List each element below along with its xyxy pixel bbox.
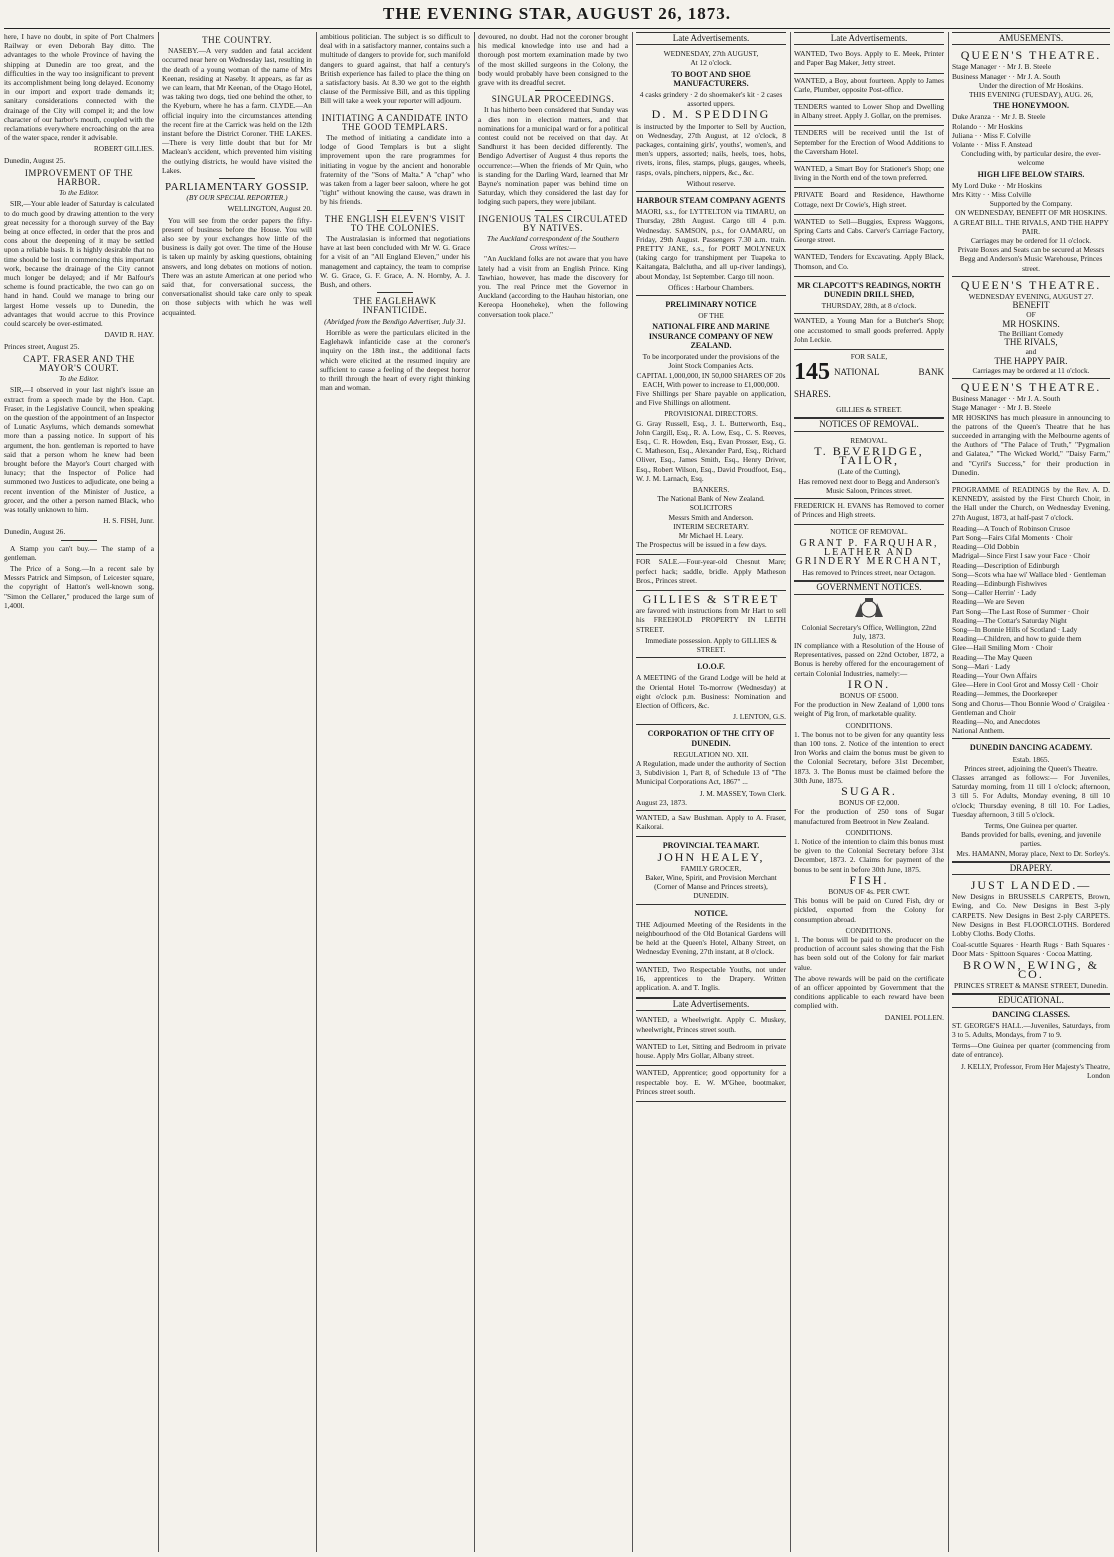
article-body: The Australasian is informed that negotiations have at last been concluded with Mr W. G. Grace for a visit of an "All England Eleven," under his management and captaincy, the team to comprise W. G. Grace, G. F. Grace, A. N. Hornby, A. J. Bush, and others. <box>320 234 470 290</box>
ad-heading: NOTICE OF REMOVAL. <box>830 527 908 537</box>
shares-ad <box>794 350 944 418</box>
divider <box>377 210 413 211</box>
ad-body: Has removed next door to Begg and Anderson's Music Saloon, Princes street. <box>798 476 940 495</box>
letter-date: Princes street, August 25. <box>4 341 80 351</box>
ad-capital: CAPITAL 1,000,000, IN 50,000 SHARES OF 20s EACH, With power to increase to £1,000,000. <box>636 370 786 389</box>
article-body: "An Auckland folks are not aware that you have lately had a visit from an English Prince. King Tawhiao, however, has made the discovery for you. The real Prince met the Governor in Auckland (according to the Hauhau historian, one Kereopa Hooneheke), when the following conversation took place." <box>478 254 628 319</box>
ad-heading: I.O.O.F. <box>697 662 725 672</box>
ad-body: WANTED, a Saw Bushman. Apply to A. Fraser, Kaikorai. <box>636 813 786 832</box>
bonus-amount: BONUS OF £5000. <box>839 690 899 700</box>
cast-line: Juliana · · Miss F. Colville <box>952 130 1031 140</box>
article-body: NASEBY.—A very sudden and fatal accident occurred near here on Wednesday last, resulting in the death of a young woman of the name of Mrs Keenan, residing at Naseby. It appears, as far as we can learn, that Mr Keenan, of the Otago Hotel, was taking two dogs, tied one behind the other, to the Kyeburn, where he has a farm. CLYDE.—An official inquiry into the circumstances attending the recent fire at the Carrick was held on the 12th instant before the District Coroner. THE LAKES.—There is very little doubt that but for Mr Maclean's accident, which prevented him visiting the outlying districts, he would have visited the Lakes. <box>162 46 312 175</box>
readings-ad <box>794 277 944 315</box>
bonus-amount: BONUS OF 4s. PER CWT. <box>828 887 910 897</box>
column-7 <box>952 32 1110 1552</box>
ad-body: WANTED to Let, Sitting and Bedroom in private house. Apply Mrs Gollar, Albany street. <box>636 1041 786 1061</box>
bonus-heading: FISH. <box>849 872 889 887</box>
ad-title: MR CLAPCOTT'S READINGS, NORTH DUNEDIN DRILL SHED, <box>797 280 941 300</box>
ad-title: GRANT P. FARQUHAR, LEATHER AND GRINDERY MERCHANT, <box>795 537 943 567</box>
article-body: ambitious politician. The subject is so difficult to deal with in a satisfactory manner, contains such a multitude of dangers to provide for, such manifold dangers to guard against, that half a century's British experience has failed to place the thing on a satisfactory basis. At 8.30 we got to the eighth clause of the Permissive Bill, and as this tippling Bill will take a week your reporter will adjourn. <box>320 32 470 106</box>
gov-signature: DANIEL POLLEN. <box>884 1012 944 1022</box>
ad-heading: REMOVAL. <box>850 435 888 445</box>
ad-title: BROWN, EWING, & CO. <box>963 957 1099 981</box>
ad-body: New Designs in BRUSSELS CARPETS, Brown, Ewing, and Co. New Designs in Best 3-ply CARPETS. New Designs in Best 2-ply CARPETS. New Designs in Best FLOORCLOTHS. Bordered Lobby Cloths. Body Cloths. <box>952 892 1110 939</box>
ad-location: Princes street, adjoining the Queen's Theatre. <box>964 763 1098 773</box>
bonus-body: For the production in New Zealand of 1,000 tons weight of Pig Iron, of marketable quality. <box>794 700 944 719</box>
programme-item: Reading—We are Seven <box>952 597 1025 607</box>
wanted-ad <box>794 215 944 251</box>
wanted-ad <box>794 162 944 188</box>
programme-item: Reading—A Touch of Robinson Crusoe <box>952 523 1070 533</box>
programme-item: Reading—The May Queen <box>952 652 1033 662</box>
ad-subheading: SOLICITORS <box>689 503 733 513</box>
ad-body: WANTED to Sell—Buggies, Express Waggons, Spring Carts and Cabs. Carver's Carriage Factory, George street. <box>794 216 944 245</box>
removal-ad <box>794 525 944 581</box>
programme-list <box>952 524 1110 736</box>
theatre-ad <box>952 277 1110 379</box>
ad-of: OF <box>1026 310 1036 320</box>
ad-body: FOR SALE.—Four-year-old Chesnut Mare; perfect hack; saddle, bridle. Apply Matheson Bros., Princes street. <box>636 557 786 585</box>
ad-title: DUNEDIN DANCING ACADEMY. <box>969 743 1093 753</box>
wanted-ad <box>794 47 944 73</box>
ad-time: At 12 o'clock. <box>690 58 732 68</box>
programme-item: Madrigal—Since First I saw your Face · Choir <box>952 551 1091 561</box>
ad-direction: Under the direction of Mr Hoskins. <box>978 80 1084 90</box>
corporation-ad <box>636 725 786 811</box>
ad-body: WANTED, Two Boys. Apply to E. Meek, Printer and Paper Bag Maker, Jetty street. <box>794 49 944 68</box>
ad-body: FREDERICK H. EVANS has Removed to corner of Princes and High streets. <box>794 500 944 520</box>
wanted-ad <box>794 314 944 350</box>
article-body: SIR,—Your able leader of Saturday is calculated to do much good by drawing attention to the very great necessity for a thorough survey of the Bay being at once effected, in order that the pros and cons about the deepening of it may be settled upon a reliable basis. It is highly desirable that no time should be lost in commencing this important work, because the drainage of the City cannot much longer be delayed; and if Mr Balfour's scheme is found practicable, the two can go on hand in hand. Could we manage to bring our largest Home vessels up to Dunedin, the advantages that would accrue to this Province could scarcely be over-estimated. <box>4 199 154 329</box>
ad-date: THURSDAY, 28th, at 8 o'clock. <box>821 301 917 311</box>
article-subheading: (Abridged from the Bendigo Advertiser, July 31. <box>324 316 466 326</box>
column-6 <box>794 32 944 1552</box>
article-heading: THE ENGLISH ELEVEN'S VISIT TO THE COLONIES. <box>324 213 466 233</box>
bonus-tail: The above rewards will be paid on the certificate of an officer appointed by Government that the conditions applicable to each reward have been complied with. <box>794 973 944 1011</box>
programme-item: Reading—Description of Edinburgh <box>952 560 1060 570</box>
ad-body: Has removed to Princes street, near Octagon. <box>802 568 936 578</box>
ad-heading: CORPORATION OF THE CITY OF DUNEDIN. <box>647 729 775 748</box>
bonus-amount: BONUS OF £2,000. <box>838 798 900 808</box>
play-title: THE RIVALS, <box>1004 337 1058 348</box>
ad-subheading: PROVISIONAL DIRECTORS. <box>664 409 758 419</box>
ad-title: D. M. SPEDDING <box>651 107 771 122</box>
lodge-ad <box>636 658 786 725</box>
ad-date: WEDNESDAY, 27th AUGUST, <box>663 49 759 59</box>
drapery-ad <box>952 877 1110 994</box>
programme-item: Song—In Bonnie Hills of Scotland · Lady <box>952 624 1078 634</box>
programme-item: Song—Mari · Lady <box>952 661 1011 671</box>
ad-body: WANTED, Tenders for Excavating. Apply Black, Thomson, and Co. <box>794 252 944 271</box>
notice-ad <box>636 905 786 963</box>
ad-heading: NOTICE. <box>694 908 728 918</box>
column-rule <box>474 32 475 1552</box>
ad-note: Private Boxes and Seats can be secured at Messrs Begg and Anderson's Music Warehouse, Princes street. <box>957 245 1105 273</box>
ad-signature: Mrs. HAMANN, Moray place, Next to Dr. Sorley's. <box>956 848 1110 858</box>
ad-body: Baker, Wine, Spirit, and Provision Merchant (Corner of Manse and Princes streets), DUNEDIN. <box>645 873 777 901</box>
bonus-heading: SUGAR. <box>841 783 897 798</box>
wanted-ad <box>794 250 944 276</box>
section-heading: AMUSEMENTS. <box>952 32 1110 45</box>
column-rule <box>316 32 317 1552</box>
wanted-ad <box>636 1040 786 1066</box>
bonus-body: For the production of 250 tons of Sugar manufactured from Beetroot in New Zealand. <box>794 807 944 826</box>
tenders-ad <box>794 100 944 126</box>
column-5 <box>636 32 786 1552</box>
article-body: devoured, no doubt. Had not the coroner brought his medical knowledge into use and had a thorough post mortem examination made by two of the most skilled surgeons in the Colony, the body would probably have been consigned to the grave with its dreadful secret. <box>478 32 628 88</box>
letter-signature: H. S. FISH, Junr. <box>103 516 154 526</box>
programme-item: Reading—Your Own Affairs <box>952 671 1037 680</box>
article-subheading: The Auckland correspondent of the Southern Cross writes:— <box>487 234 619 253</box>
programme-item: Reading—Edinburgh Fishwives <box>952 578 1047 588</box>
ad-title: QUEEN'S THEATRE. <box>960 277 1102 292</box>
column-rule <box>948 32 949 1552</box>
ad-body: A MEETING of the Grand Lodge will be held at the Oriental Hotel To-morrow (Wednesday) at eight o'clock p.m. Business: Nomination and Election of Officers, &c. <box>636 673 786 710</box>
ad-benefit: BENEFIT <box>1012 300 1050 311</box>
ad-title: QUEEN'S THEATRE. <box>960 48 1102 63</box>
ad-signature: J. KELLY, Professor, From Her Majesty's Theatre, London <box>960 1061 1110 1080</box>
theatre-ad <box>952 379 1110 483</box>
masthead-rule <box>4 28 1110 29</box>
removal-ad <box>794 499 944 525</box>
ad-subtitle: FAMILY GROCER, <box>680 863 742 873</box>
article-subheading: To the Editor. <box>59 374 99 384</box>
ad-body: NATIONAL BANK SHARES. <box>794 367 944 400</box>
cast-line: Mrs Kitty · · Miss Colville <box>952 190 1032 200</box>
column-rule <box>632 32 633 1552</box>
section-heading: EDUCATIONAL. <box>952 994 1110 1007</box>
ad-body: WANTED, a Young Man for a Butcher's Shop; one accustomed to small goods preferred. Apply John Leckie. <box>794 316 944 344</box>
ad-staff: Stage Manager · · Mr J. B. Steele <box>952 62 1052 72</box>
divider <box>61 540 97 541</box>
ad-body: TENDERS wanted to Lower Shop and Dwelling in Albany street. Apply J. Gollar, on the premises. <box>794 102 944 121</box>
wanted-ad <box>636 1013 786 1039</box>
article-body: It has hitherto been considered that Sunday was a dies non in election matters, and that nominations for a municipal ward or for a political contest could not be received on that day. At Sandhurst it has been decided differently. The Bendigo Advertiser of August 4 thus reports the occurrence:—When the friends of Mr Quin, who is standing for the Darling Ward, learned that Mr Bayne's nomination paper was behind time on Saturday, which they considered the last day for lodging such papers, they were jubilant. <box>478 105 628 207</box>
ad-directors: G. Gray Russell, Esq., J. L. Butterworth, Esq., John Cargill, Esq., R. A. Low, Esq., C. S. Reeves, Esq., C. R. Howden, Esq., Evan Prosser, Esq., G. C. Matheson, Esq., Alexander Pard, Esq., Richard Oliver, Esq., James Smith, Esq., Henry Driver, Esq., Robert Wilson, Esq., David Proudfoot, Esq., W. J. M. Larnach, Esq. <box>636 418 786 483</box>
for-sale-ad <box>636 555 786 591</box>
board-ad <box>794 188 944 214</box>
programme-item: Reading—Jemmes, the Doorkeeper <box>952 689 1058 699</box>
article-subheading: To the Editor. <box>59 188 99 198</box>
conditions-body: 1. The bonus will be paid to the producer on the production of account sales showing that the Fish has been sold out of the Colony for fair market value. <box>794 935 944 972</box>
ad-body: are favored with instructions from Mr Hart to sell his FREEHOLD PROPERTY IN LEITH STREET. <box>636 606 786 634</box>
ad-body: PRIVATE Board and Residence, Hawthorne Cottage, next Dr Cowie's, High street. <box>794 190 944 209</box>
column-1 <box>4 32 154 1552</box>
ad-note: Concluding with, by particular desire, the ever-welcome <box>961 149 1101 168</box>
dateline: WELLINGTON, August 20. <box>227 204 312 214</box>
divider <box>535 90 571 91</box>
wanted-ad <box>636 963 786 999</box>
ad-shares: Five Shillings per Share payable on application, and Five Shillings on allotment. <box>636 388 786 408</box>
column-rule <box>790 32 791 1552</box>
ad-note: Carriages may be ordered for 11 o'clock. <box>970 236 1092 246</box>
ad-list: Coal-scuttle Squares · Hearth Rugs · Bath Squares · Door Mats · Spittoon Squares · Cocoa Matting. <box>952 940 1110 959</box>
insurance-ad <box>636 296 786 555</box>
ad-body: A Regulation, made under the authority of Section 3, Subdivision 1, Part 8, of Schedule 13 of "The Municipal Corporations Act, 1867" ... <box>636 759 786 787</box>
programme-item: Song—Scots wha hae wi' Wallace bled · Gentleman <box>952 569 1106 579</box>
ad-tail: Offices : Harbour Chambers. <box>668 282 754 292</box>
conditions-body: 1. Notice of the intention to claim this bonus must be given to the Colonial Secretary before 31st December, 1873. 2. Claims for payment of the bonus to be sent in before 30th June, 1875. <box>794 837 944 874</box>
ad-subheading: REGULATION NO. XII. <box>673 749 749 759</box>
ad-items: 4 casks grindery · 2 do shoemaker's kit · 2 cases assorted uppers. <box>639 90 783 109</box>
article-body: Horrible as were the particulars elicited in the Eaglehawk infanticide case at the coroner's inquiry on the 18th inst., the additional facts which were elicited at the resumed inquiry are sufficient to cause a feeling of the deepest horror to thrill through the heart of every right thinking man and woman. <box>320 327 470 393</box>
royal-arms-icon <box>849 597 889 621</box>
ad-tail: Without reserve. <box>686 178 736 188</box>
ad-terms: Terms, One Guinea per quarter. <box>984 821 1078 831</box>
ad-address: PRINCES STREET & MANSE STREET, Dunedin. <box>954 981 1108 991</box>
ad-solicitors: Messrs Smith and Anderson. <box>668 512 754 522</box>
section-heading: Late Advertisements. <box>636 998 786 1011</box>
ad-tail: The Prospectus will be issued in a few days. <box>636 540 767 550</box>
article-heading: IMPROVEMENT OF THE HARBOR. <box>24 167 134 188</box>
ad-body: THE Adjourned Meeting of the Residents in the neighbourhood of the Old Botanical Gardens will be held at the Queen's Hotel, Albany Street, on Wednesday Evening, 27th instant, at 8 o'clock. <box>636 919 786 957</box>
ad-name: MR HOSKINS. <box>1002 318 1060 329</box>
programme-item: Reading—Children, and how to guide them <box>952 634 1082 644</box>
cast-line: Duke Aranza · · Mr J. B. Steele <box>952 112 1046 122</box>
programme-item: Reading—Old Dobbin <box>952 542 1020 552</box>
article-body: SIR,—I observed in your last night's issue an extract from a speech made by the Hon. Capt. Fraser, in the Legislative Council, when speaking on the question of the appointment of an Inspector of Lunatic Asylums, which demands somewhat more than a passing notice. In support of his argument, the hon. gentleman is reported to have said that a person whom he knew had been brought before the Mayor's Court charged with lunacy; that the Inspector of Police had summoned two Justices to adjudicate, one being a recent invention of the Minister of Justice, a grocer, and the other a person named Black, who was totally unknown to him. <box>4 385 154 514</box>
ad-body: WANTED, a Wheelwright. Apply C. Muskey, wheelwright, Princes street south. <box>636 1015 786 1034</box>
programme-item: Glee—Hail Smiling Morn · Choir <box>952 643 1053 653</box>
section-heading: DRAPERY. <box>952 862 1110 875</box>
divider <box>377 109 413 110</box>
ad-signature: J. M. MASSEY, Town Clerk. <box>699 788 786 798</box>
ad-date: WEDNESDAY EVENING, AUGUST 27. <box>968 292 1094 302</box>
ad-body: WANTED, Two Respectable Youths, not under 16, apprentices to the Drapery. Written application. A. and T. Inglis. <box>636 964 786 993</box>
programme-item: Song—Caller Herrin' · Lady <box>952 588 1037 598</box>
ad-of: OF THE <box>698 311 724 321</box>
divider <box>219 178 255 179</box>
article-heading: SINGULAR PROCEEDINGS. <box>491 94 615 105</box>
section-heading: GOVERNMENT NOTICES. <box>794 581 944 594</box>
article-heading: CAPT. FRASER AND THE MAYOR'S COURT. <box>23 353 135 373</box>
ad-bankers: The National Bank of New Zealand. <box>657 494 765 504</box>
ad-heading: HARBOUR STEAM COMPANY AGENTS <box>636 196 786 206</box>
ad-title: PROGRAMME of READINGS by the Rev. A. D. KENNEDY, assisted by the First Church Choir, in the Hall under the Church, on Wednesday Evening, 27th August, 1873, at half-past 7 o'clock. <box>952 484 1110 522</box>
article-body: You will see from the order papers the fifty-present of business before the House. You will also see by your exchanges how little of the business is daily got over. The time of the House is taken up mainly by asking questions, obtaining answers, and long debates on motions of notion. There was an astute American at one period who said that, for conversational success, the conversationalist should take care only to speak on those subjects with which he was well acquainted. <box>162 215 312 317</box>
cast-line: Volante · · Miss F. Anstead <box>952 140 1033 150</box>
ad-body: MAORI, s.s., for LYTTELTON via TIMARU, on Thursday, 28th August. Cargo till 4 p.m. Wednesday. SAMSON, p.s., for OAMARU, on Friday, 29th August. Passengers 7.30 a.m. train. PRETTY JANE, s.s., for PORT MOLYNEUX (taking cargo for transhipment per Tuapeka to Kaitangata, Balclutha, and all up-river landings), about Monday, 1st September. Cargo till noon. <box>636 207 786 281</box>
ad-terms: Terms—One Guinea per quarter (commencing from date of entrance). <box>952 1041 1110 1060</box>
ad-body: ST. GEORGE'S HALL.—Juveniles, Saturdays, from 3 to 5. Adults, Mondays, from 7 to 9. <box>952 1020 1110 1039</box>
ad-est: Estab. 1865. <box>1012 754 1050 764</box>
readings-ad <box>952 483 1110 739</box>
conditions-heading: CONDITIONS. <box>845 925 893 935</box>
ad-body: WANTED, Apprentice; good opportunity for a respectable boy. E. W. M'Ghee, bootmaker, Princes street south. <box>636 1068 786 1096</box>
ad-body: MR HOSKINS has much pleasure in announcing to the patrons of the Queen's Theatre that he has succeeded in arranging with the Melbourne agents of the Authors of "The Palace of Truth," "Pygmalion and Galatea," "The Wicked World," "Daisy Farm," and "Cyril's Success," for their production in Dunedin. <box>952 412 1110 477</box>
article-heading: THE EAGLEHAWK INFANTICIDE. <box>353 296 437 316</box>
ad-heading: FOR SALE, <box>850 352 888 362</box>
shipping-ad <box>636 192 786 296</box>
section-heading: Late Advertisements. <box>794 32 944 45</box>
ad-signature: GILLIES & STREET. <box>836 405 902 415</box>
wanted-ad <box>636 811 786 837</box>
article-body: A Stamp you can't buy.— The stamp of a gentleman. <box>4 543 154 562</box>
ad-body: is instructed by the Importer to Sell by Auction, on Wednesday, 27th August, at 12 o'clock, 8 packages, containing girls', youths', women's, and men's uppers, assorted; nails, heels, toes, hobs, rivets, irons, files, stamps, plugs, gauges, wheels, rasps, ovals, pinchers, nippers, &c., &c. <box>636 121 786 177</box>
column-4 <box>478 32 628 1552</box>
ad-date: August 23, 1873. <box>636 797 687 807</box>
ad-body: WANTED, a Boy, about fourteen. Apply to James Carle, Plumber, opposite Post-office. <box>794 75 944 94</box>
ad-title: QUEEN'S THEATRE. <box>960 379 1102 394</box>
divider <box>377 292 413 293</box>
conditions-body: 1. The bonus not to be given for any quantity less than 100 tons. 2. Notice of the intention to erect Iron Works and claim the bonus must be given to the Colonial Secretary, before 31st December, 1873. 3. The Bonus must be claimed before the 30th June, 1875. <box>794 729 944 785</box>
wanted-ad <box>794 74 944 100</box>
auction-ad <box>636 47 786 192</box>
bonus-heading: IRON. <box>847 676 891 691</box>
letter-signature: DAVID R. HAY. <box>104 330 154 340</box>
article-heading: PARLIAMENTARY GOSSIP. <box>165 181 309 194</box>
ad-heading: PROVINCIAL TEA MART. <box>662 841 760 851</box>
programme-item: Glee—Here in Cool Grot and Mossy Cell · Choir <box>952 680 1099 690</box>
ad-body: WANTED, a Smart Boy for Stationer's Shop; one living in the North end of the town preferred. <box>794 164 944 183</box>
grocer-ad <box>636 837 786 904</box>
programme-item: Part Song—Fairs Cifal Moments · Choir <box>952 532 1073 542</box>
programme-item: Reading—No, and Anecdotes <box>952 717 1041 727</box>
article-heading: THE COUNTRY. <box>202 35 272 45</box>
ad-body: TENDERS will be received until the 1st of September for the Erection of Wood Additions to the Caversham Hotel. <box>794 128 944 156</box>
ad-title: T. BEVERIDGE, TAILOR, <box>814 443 924 468</box>
ad-note: The Brilliant Comedy <box>998 328 1064 338</box>
article-body: The method of initiating a candidate into a lodge of Good Templars is but a slight improvement upon the rare programmes for initiating in vogue by the ancient and honorable fraternity of the "Sons of Malta." A "chap" who was taken from a lager beer saloon, where he got "tight" without knowing the cause, was drawn in by his friends. <box>320 133 470 207</box>
ad-title: DANCING CLASSES. <box>992 1009 1070 1019</box>
programme-item: Song and Chorus—Thou Bonnie Wood o' Craigilea · Gentleman and Choir <box>952 698 1110 717</box>
programme-item: National Anthem. <box>952 726 1005 736</box>
divider <box>535 210 571 211</box>
article-heading: INGENIOUS TALES CIRCULATED BY NATIVES. <box>478 213 628 233</box>
play-title: HIGH LIFE BELOW STAIRS. <box>977 169 1085 179</box>
ad-heading: TO BOOT AND SHOE MANUFACTURERS. <box>671 69 751 88</box>
wanted-ad <box>636 1066 786 1102</box>
cast-line: Rolando · · Mr Hoskins <box>952 121 1023 131</box>
ad-secretary: Mr Michael H. Leary. <box>678 530 744 540</box>
section-heading: NOTICES OF REMOVAL. <box>794 418 944 431</box>
ad-subheading: BANKERS. <box>692 484 730 494</box>
ad-heading: PRELIMINARY NOTICE <box>665 300 757 310</box>
ad-number: 145 <box>794 361 830 386</box>
ad-note: Carriages may be ordered at 11 o'clock. <box>972 365 1090 375</box>
gov-body: IN compliance with a Resolution of the House of Representatives, passed on 22nd October, 1872, a Bonus is hereby offered for the encouragement of certain Colonial Industries, namely:— <box>794 640 944 678</box>
column-2 <box>162 32 312 1552</box>
article-subheading: (BY OUR SPECIAL REPORTER.) <box>186 193 288 203</box>
programme-item: Reading—The Cottar's Saturday Night <box>952 615 1067 625</box>
column-3 <box>320 32 470 1552</box>
theatre-ad <box>952 47 1110 277</box>
letter-date: Dunedin, August 25. <box>4 155 66 165</box>
ad-and: and <box>1025 347 1037 357</box>
article-heading: INITIATING A CANDIDATE INTO THE GOOD TEMPLARS. <box>321 112 469 132</box>
ad-title: JUST LANDED.— <box>970 878 1092 893</box>
ad-title: NATIONAL FIRE AND MARINE INSURANCE COMPANY OF NEW ZEALAND. <box>648 322 774 350</box>
ad-staff: Business Manager · · Mr J. A. South <box>952 71 1061 81</box>
ad-note: Supported by the Company. <box>989 199 1073 209</box>
masthead: THE EVENING STAR, AUGUST 26, 1873. <box>383 4 731 23</box>
article-body: The Price of a Song.—In a recent sale by Messrs Patrick and Simpson, of Leicester square, the copyright of Hatton's well-known song, "Simon the Cellarer," produced the large sum of 1,400l. <box>4 563 154 610</box>
ad-subtitle: (Late of the Cutting), <box>837 467 901 477</box>
ad-body: To be incorporated under the provisions of the Joint Stock Companies Acts. <box>642 352 780 371</box>
play-title: THE HONEYMOON. <box>992 101 1069 111</box>
ad-title: GILLIES & STREET <box>642 591 780 606</box>
play-title: THE HAPPY PAIR. <box>994 355 1068 366</box>
ad-staff: Business Manager · · Mr J. A. South <box>952 394 1061 404</box>
letter-signature: ROBERT GILLIES. <box>93 144 154 154</box>
ad-subheading: INTERIM SECRETARY. <box>673 521 749 531</box>
bonus-body: This bonus will be paid on Cured Fish, dry or pickled, exported from the Colony for consumption abroad. <box>794 896 944 924</box>
ad-note: Bands provided for balls, evening, and juvenile parties. <box>961 830 1101 849</box>
programme-item: Part Song—The Last Rose of Summer · Choir <box>952 606 1089 616</box>
conditions-heading: CONDITIONS. <box>845 827 893 837</box>
ad-body: Classes arranged as follows:— For Juveniles, Saturday morning, from 11 till 1 o'clock; afternoon, 3 till 5. For Adults, Monday evening, 8 till 10 o'clock; Thursday evening, 8 till 10. For Ladies, Tuesday afternoon, 3 till 5 o'clock. <box>952 773 1110 819</box>
cast-line: My Lord Duke · · Mr Hoskins <box>952 180 1042 190</box>
section-heading: Late Advertisements. <box>636 32 786 45</box>
ad-date: THIS EVENING (TUESDAY), AUG. 26, <box>969 90 1093 100</box>
ad-title: JOHN HEALEY, <box>657 849 765 864</box>
tenders-ad <box>794 126 944 162</box>
column-rule <box>158 32 159 1552</box>
conditions-heading: CONDITIONS. <box>845 720 893 730</box>
ad-signature: J. LENTON, G.S. <box>733 712 786 722</box>
letter-intro: here, I have no doubt, in spite of Port Chalmers Railway or even Deborah Bay ditto. The advantages to the whole Province of having the shipping at Dunedin are too great, and the difficulties in the way too insignificant to prevent its accomplishment being long delayed. Economy in our import and export trade demands it; sanitary considerations connected with the drainage of the City will compel it; and the low character of our harbor's mouth, coupled with the reclamations everywhere encroaching on the area of the water space, render it advisable. <box>4 32 154 143</box>
dancing-ad <box>952 739 1110 861</box>
ad-staff: Stage Manager · · Mr J. B. Steele <box>952 403 1052 413</box>
letter-date: Dunedin, August 26. <box>4 527 66 537</box>
ad-benefit: ON WEDNESDAY, BENEFIT OF MR HOSKINS. A GREAT BILL. THE RIVALS, AND THE HAPPY PAIR. <box>953 208 1109 236</box>
property-ad <box>636 591 786 658</box>
removal-ad <box>794 434 944 499</box>
gov-office: Colonial Secretary's Office, Wellington, 22nd July, 1873. <box>801 622 937 641</box>
ad-tail: Immediate possession. Apply to GILLIES & STREET. <box>645 635 777 654</box>
